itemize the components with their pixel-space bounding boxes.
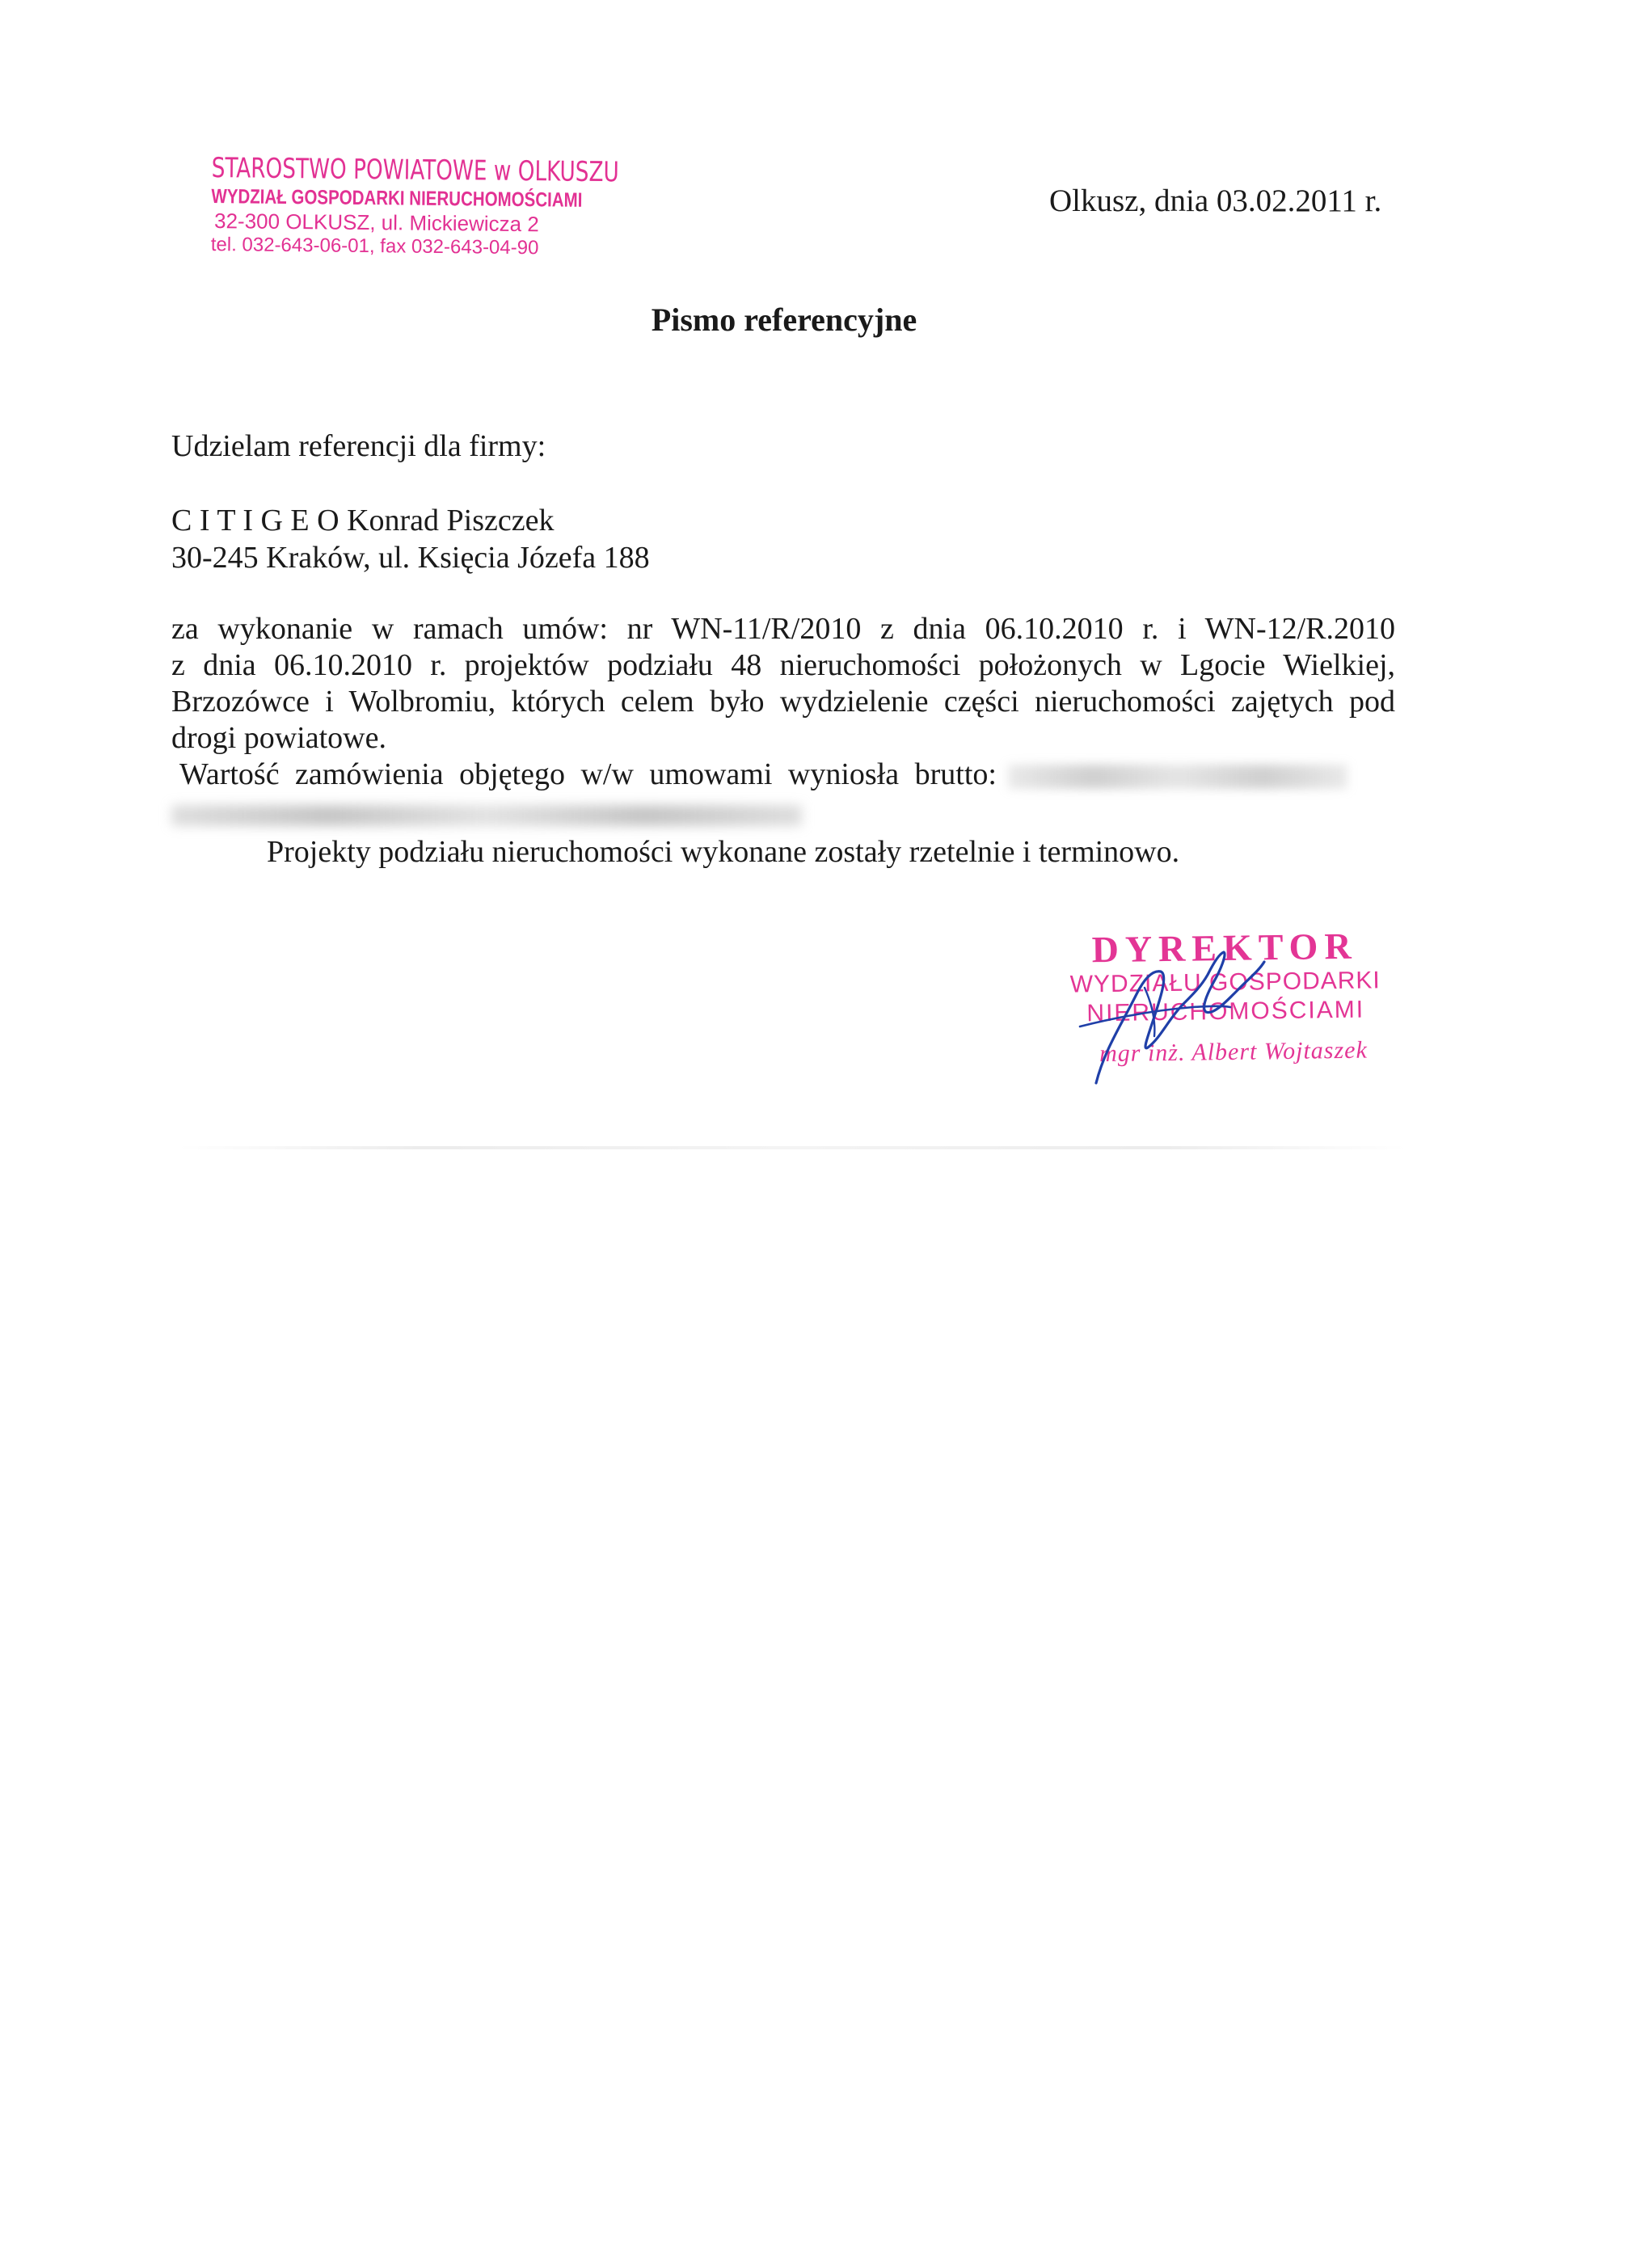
date-line: Olkusz, dnia 03.02.2011 r. [1049,183,1382,218]
director-stamp [1039,925,1412,1071]
value-label: Wartość zamówienia objętego w/w umowami wyniosła brutto: [179,757,997,791]
redacted-value [1008,765,1347,789]
firm-address: 30-245 Kraków, ul. Księcia Józefa 188 [171,541,650,575]
office-stamp-line-1: STAROSTWO POWIATOWE w OLKUSZU [211,152,619,189]
office-stamp-line-4: tel. 032-643-06-01, fax 032-643-04-90 [210,233,539,259]
value-line [179,757,1347,793]
body-line: za wykonanie w ramach umów: nr WN-11/R/2010 z dnia 06.10.2010 r. i WN-12/R.2010 [171,612,1395,646]
office-stamp [210,152,619,261]
document-title: Pismo referencyjne [651,301,917,338]
director-stamp-line-3: NIERUCHOMOŚCIAMI [1086,996,1365,1027]
body-paragraph [171,611,1395,757]
director-stamp-name: mgr inż. Albert Wojtaszek [1099,1036,1368,1068]
scan-artifact-line [178,1146,1406,1149]
body-line: z dnia 06.10.2010 r. projektów podziału 48 nieruchomości położonych w Lgocie Wielkiej, [171,648,1395,682]
director-stamp-line-2: WYDZIAŁU GOSPODARKI [1069,967,1381,998]
director-stamp-line-1: DYREKTOR [1091,925,1358,971]
firm-name: C I T I G E O Konrad Piszczek [171,504,555,537]
intro-text: Udzielam referencji dla firmy: [171,429,546,463]
body-line: Brzozówce i Wolbromiu, których celem było wydzielenie części nieruchomości zajętych pod [171,685,1395,719]
redacted-value-continuation [171,805,802,826]
body-line: drogi powiatowe. [171,721,386,755]
closing-text: Projekty podziału nieruchomości wykonane zostały rzetelnie i terminowo. [267,835,1180,869]
office-stamp-line-2: WYDZIAŁ GOSPODARKI NIERUCHOMOŚCIAMI [211,184,583,212]
office-stamp-line-3: 32-300 OLKUSZ, ul. Mickiewicza 2 [213,209,539,237]
